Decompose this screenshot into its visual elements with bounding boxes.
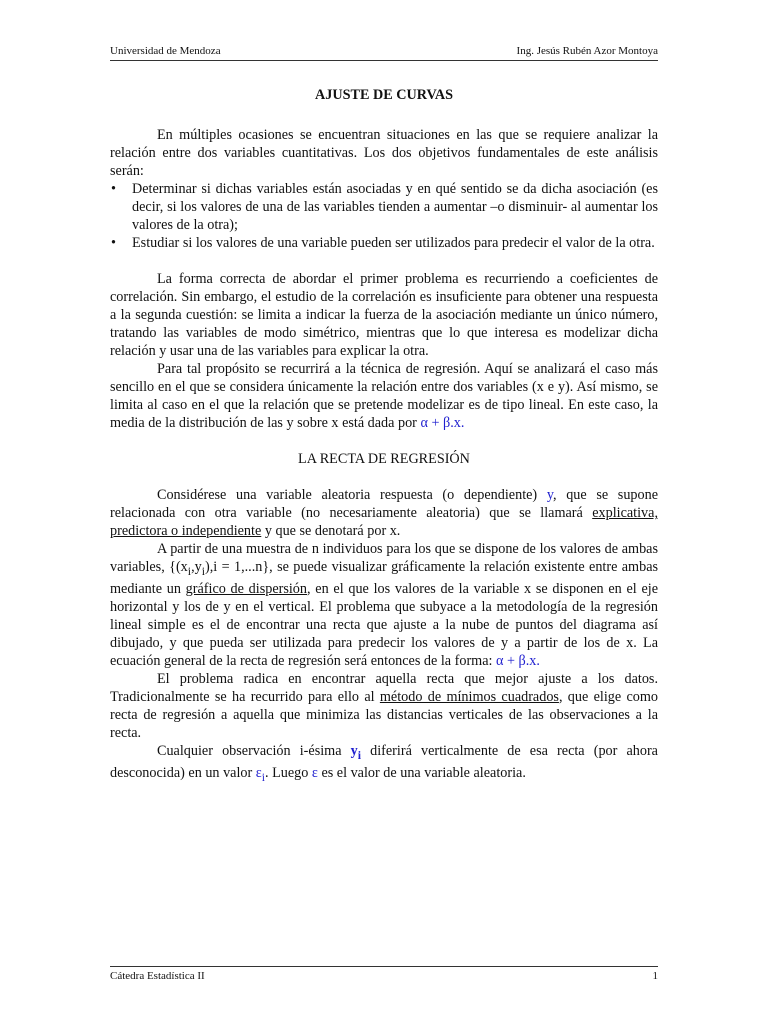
term-explicativa: explicativa, predictora o independiente	[110, 505, 658, 539]
paragraph-correlation: La forma correcta de abordar el primer problema es recurriendo a coeficientes de correlación. Sin embargo, el estudio de la correlación es insuficiente para obtener una respuesta a la segunda cuestión: se limita a indicar la fuerza de la asociación mediante un único número, tratando las variables de modo simétrico, mientras que lo que interesa es modelizar dicha relación y usar una de las variables para explicar la otra.	[110, 271, 658, 359]
document-body	[110, 86, 658, 785]
bullet-icon: •	[111, 235, 116, 251]
page-footer	[110, 966, 658, 983]
term-grafico-dispersion: gráfico de dispersión	[185, 580, 307, 597]
page-number: 1	[652, 970, 658, 982]
objectives-list	[110, 180, 658, 252]
list-item: • Estudiar si los valores de una variable pueden ser utilizados para predecir el valor de la otra.	[111, 235, 655, 251]
page-header	[110, 44, 658, 61]
list-item: • Determinar si dichas variables están asociadas y en qué sentido se da dicha asociación (es decir, si los valores de una de las variables tienden a aumentar –o disminuir- al aumentar los valores de la otra);	[111, 181, 658, 233]
section-title: LA RECTA DE REGRESIÓN	[298, 451, 470, 467]
header-author: Ing. Jesús Rubén Azor Montoya	[516, 45, 658, 57]
bullet-icon: •	[111, 181, 116, 197]
header-institution: Universidad de Mendoza	[110, 45, 221, 57]
paragraph-least-squares: El problema radica en encontrar aquella recta que mejor ajuste a los datos. Tradicionalmente se ha recurrido para ello al método de mínimos cuadrados, que elige como recta de regresión a aquella que minimiza las distancias verticales de las observaciones a la recta.	[110, 670, 658, 741]
page-title: AJUSTE DE CURVAS	[315, 87, 453, 103]
paragraph-sample: A partir de una muestra de n individuos para los que se dispone de los valores de ambas variables, $\{(x_i,y_i),i = 1,...n\}$, se puede visualizar gráficamente la relación existente entre ambas mediante un gráfico de dispersión, en el que los valores de la variable x se disponen en el eje horizontal y los de y en el vertical. El problema que subyace a la metodología de la regresión lineal simple es el de encontrar una recta que ajuste a la nube de puntos del diagrama así dibujado, y que pueda ser utilizada para predecir los valores de y a partir de los de x. La ecuación general de la recta de regresión será entonces de la forma: α + β.x.	[110, 541, 659, 669]
paragraph-response-variable: Considérese una variable aleatoria respuesta (o dependiente) y, que se supone relacionada con otra variable (no necesariamente aleatoria) que se llamará explicativa, predictora o independiente y que se denotará por x.	[110, 487, 658, 539]
footer-course: Cátedra Estadística II	[110, 970, 205, 982]
formula-inline: α + β.x.	[496, 652, 540, 669]
term-minimos-cuadrados: método de mínimos cuadrados	[379, 688, 559, 705]
formula-inline: α + β.x.	[420, 415, 465, 431]
paragraph-observation: Cualquier observación i-ésima $y_i$ diferirá verticalmente de esa recta (por ahora desconocida) en un valor $\varepsilon_i$. Luego ε es el valor de una variable aleatoria.	[110, 742, 658, 784]
paragraph-regression-purpose: Para tal propósito se recurrirá a la técnica de regresión. Aquí se analizará el caso más sencillo en el que se considera únicamente la relación entre dos variables (x e y). Así mismo, se limita al caso en el que la relación que se pretende modelizar es de tipo lineal. En este caso, la media de la distribución de las y sobre x está dada por α + β.x.	[110, 361, 658, 431]
paragraph-intro: En múltiples ocasiones se encuentran situaciones en las que se requiere analizar la relación entre dos variables cuantitativas. Los dos objetivos fundamentales de este análisis serán:	[110, 127, 658, 179]
